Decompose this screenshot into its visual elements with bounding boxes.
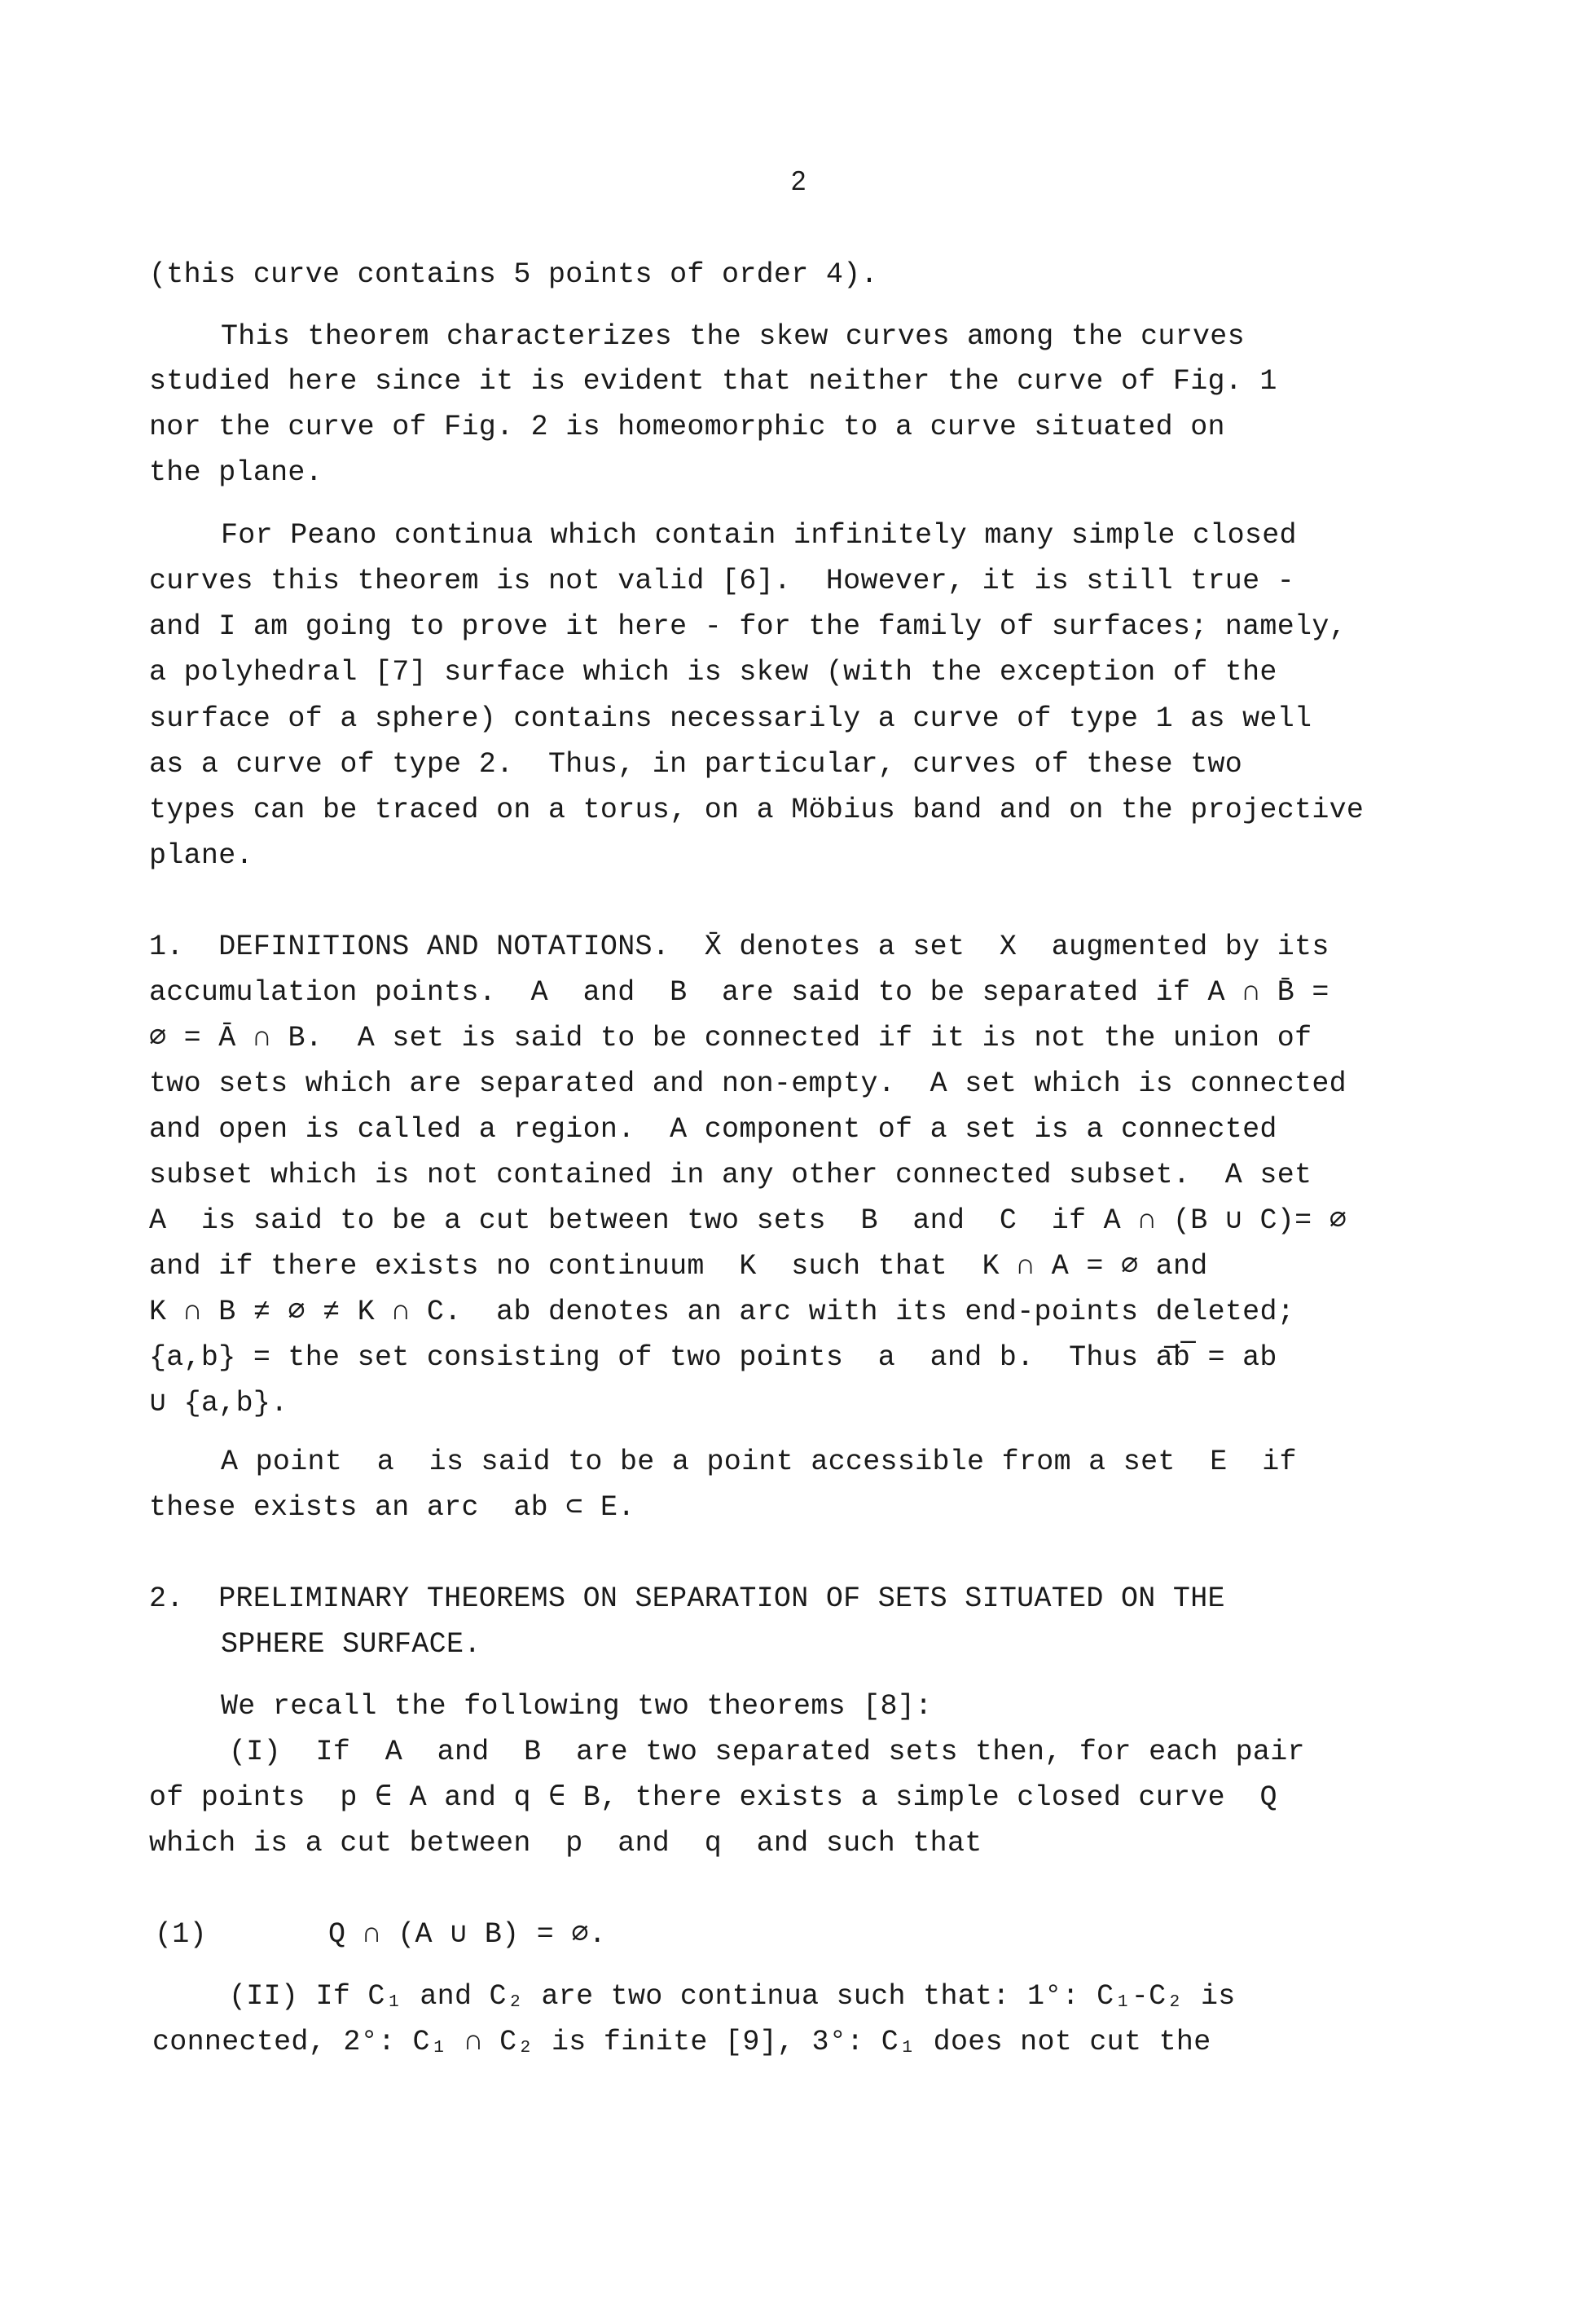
- text-line: nor the curve of Fig. 2 is homeomorphic to a curve situated on: [149, 411, 1225, 443]
- text-line: studied here since it is evident that neither the curve of Fig. 1: [149, 365, 1277, 398]
- text-line: and I am going to prove it here - for the family of surfaces; namely,: [149, 610, 1347, 643]
- section-heading-line: SPHERE SURFACE.: [221, 1628, 481, 1661]
- text-line: (this curve contains 5 points of order 4).: [149, 258, 878, 291]
- text-line: For Peano continua which contain infinitely many simple closed: [221, 519, 1297, 552]
- text-line: curves this theorem is not valid [6]. However, it is still true -: [149, 565, 1295, 597]
- text-line: ∅ = Ā ∩ B. A set is said to be connected if it is not the union of: [149, 1022, 1312, 1054]
- text-line: and if there exists no continuum K such that K ∩ A = ∅ and: [149, 1250, 1208, 1283]
- text-line: these exists an arc ab ⊂ E.: [149, 1491, 635, 1524]
- text-line: which is a cut between p and q and such that: [149, 1827, 982, 1860]
- text-line: K ∩ B ≠ ∅ ≠ K ∩ C. ab denotes an arc with its end-points deleted;: [149, 1296, 1295, 1328]
- text-line: connected, 2°: C₁ ∩ C₂ is finite [9], 3°: C₁ does not cut the: [152, 2026, 1211, 2058]
- text-line: of points p ∈ A and q ∈ B, there exists a simple closed curve Q: [149, 1781, 1277, 1814]
- text-line: the plane.: [149, 456, 323, 489]
- text-line: A is said to be a cut between two sets B and C if A ∩ (B ∪ C)= ∅: [149, 1204, 1347, 1237]
- text-line: as a curve of type 2. Thus, in particular, curves of these two: [149, 748, 1243, 781]
- equation-line: (1) Q ∩ (A ∪ B) = ∅.: [155, 1918, 607, 1951]
- text-line: types can be traced on a torus, on a Möbius band and on the projective: [149, 794, 1365, 826]
- text-line: This theorem characterizes the skew curves among the curves: [221, 320, 1245, 353]
- text-line: ∪ {a,b}.: [149, 1387, 288, 1419]
- text-line: accumulation points. A and B are said to be separated if A ∩ B̄ =: [149, 976, 1329, 1009]
- page-number: 2: [791, 165, 806, 196]
- text-line: A point a is said to be a point accessible from a set E if: [221, 1446, 1297, 1478]
- section-heading-line: 1. DEFINITIONS AND NOTATIONS. X̄ denotes a set X augmented by its: [149, 931, 1329, 963]
- text-line: surface of a sphere) contains necessarily a curve of type 1 as well: [149, 702, 1312, 735]
- text-line: plane.: [149, 839, 253, 872]
- text-line: {a,b} = the set consisting of two points a and b. Thus a͞b͞ = ab: [149, 1341, 1277, 1374]
- text-line: and open is called a region. A component of a set is a connected: [149, 1113, 1277, 1146]
- section-heading-line: 2. PRELIMINARY THEOREMS ON SEPARATION OF SETS SITUATED ON THE: [149, 1582, 1225, 1615]
- text-line: subset which is not contained in any other connected subset. A set: [149, 1159, 1312, 1191]
- text-line: We recall the following two theorems [8]:: [221, 1690, 933, 1723]
- text-line: (I) If A and B are two separated sets then, for each pair: [229, 1736, 1305, 1768]
- text-line: (II) If C₁ and C₂ are two continua such that: 1°: C₁-C₂ is: [229, 1980, 1236, 2013]
- text-line: two sets which are separated and non-empty. A set which is connected: [149, 1067, 1347, 1100]
- text-line: a polyhedral [7] surface which is skew (with the exception of the: [149, 656, 1277, 689]
